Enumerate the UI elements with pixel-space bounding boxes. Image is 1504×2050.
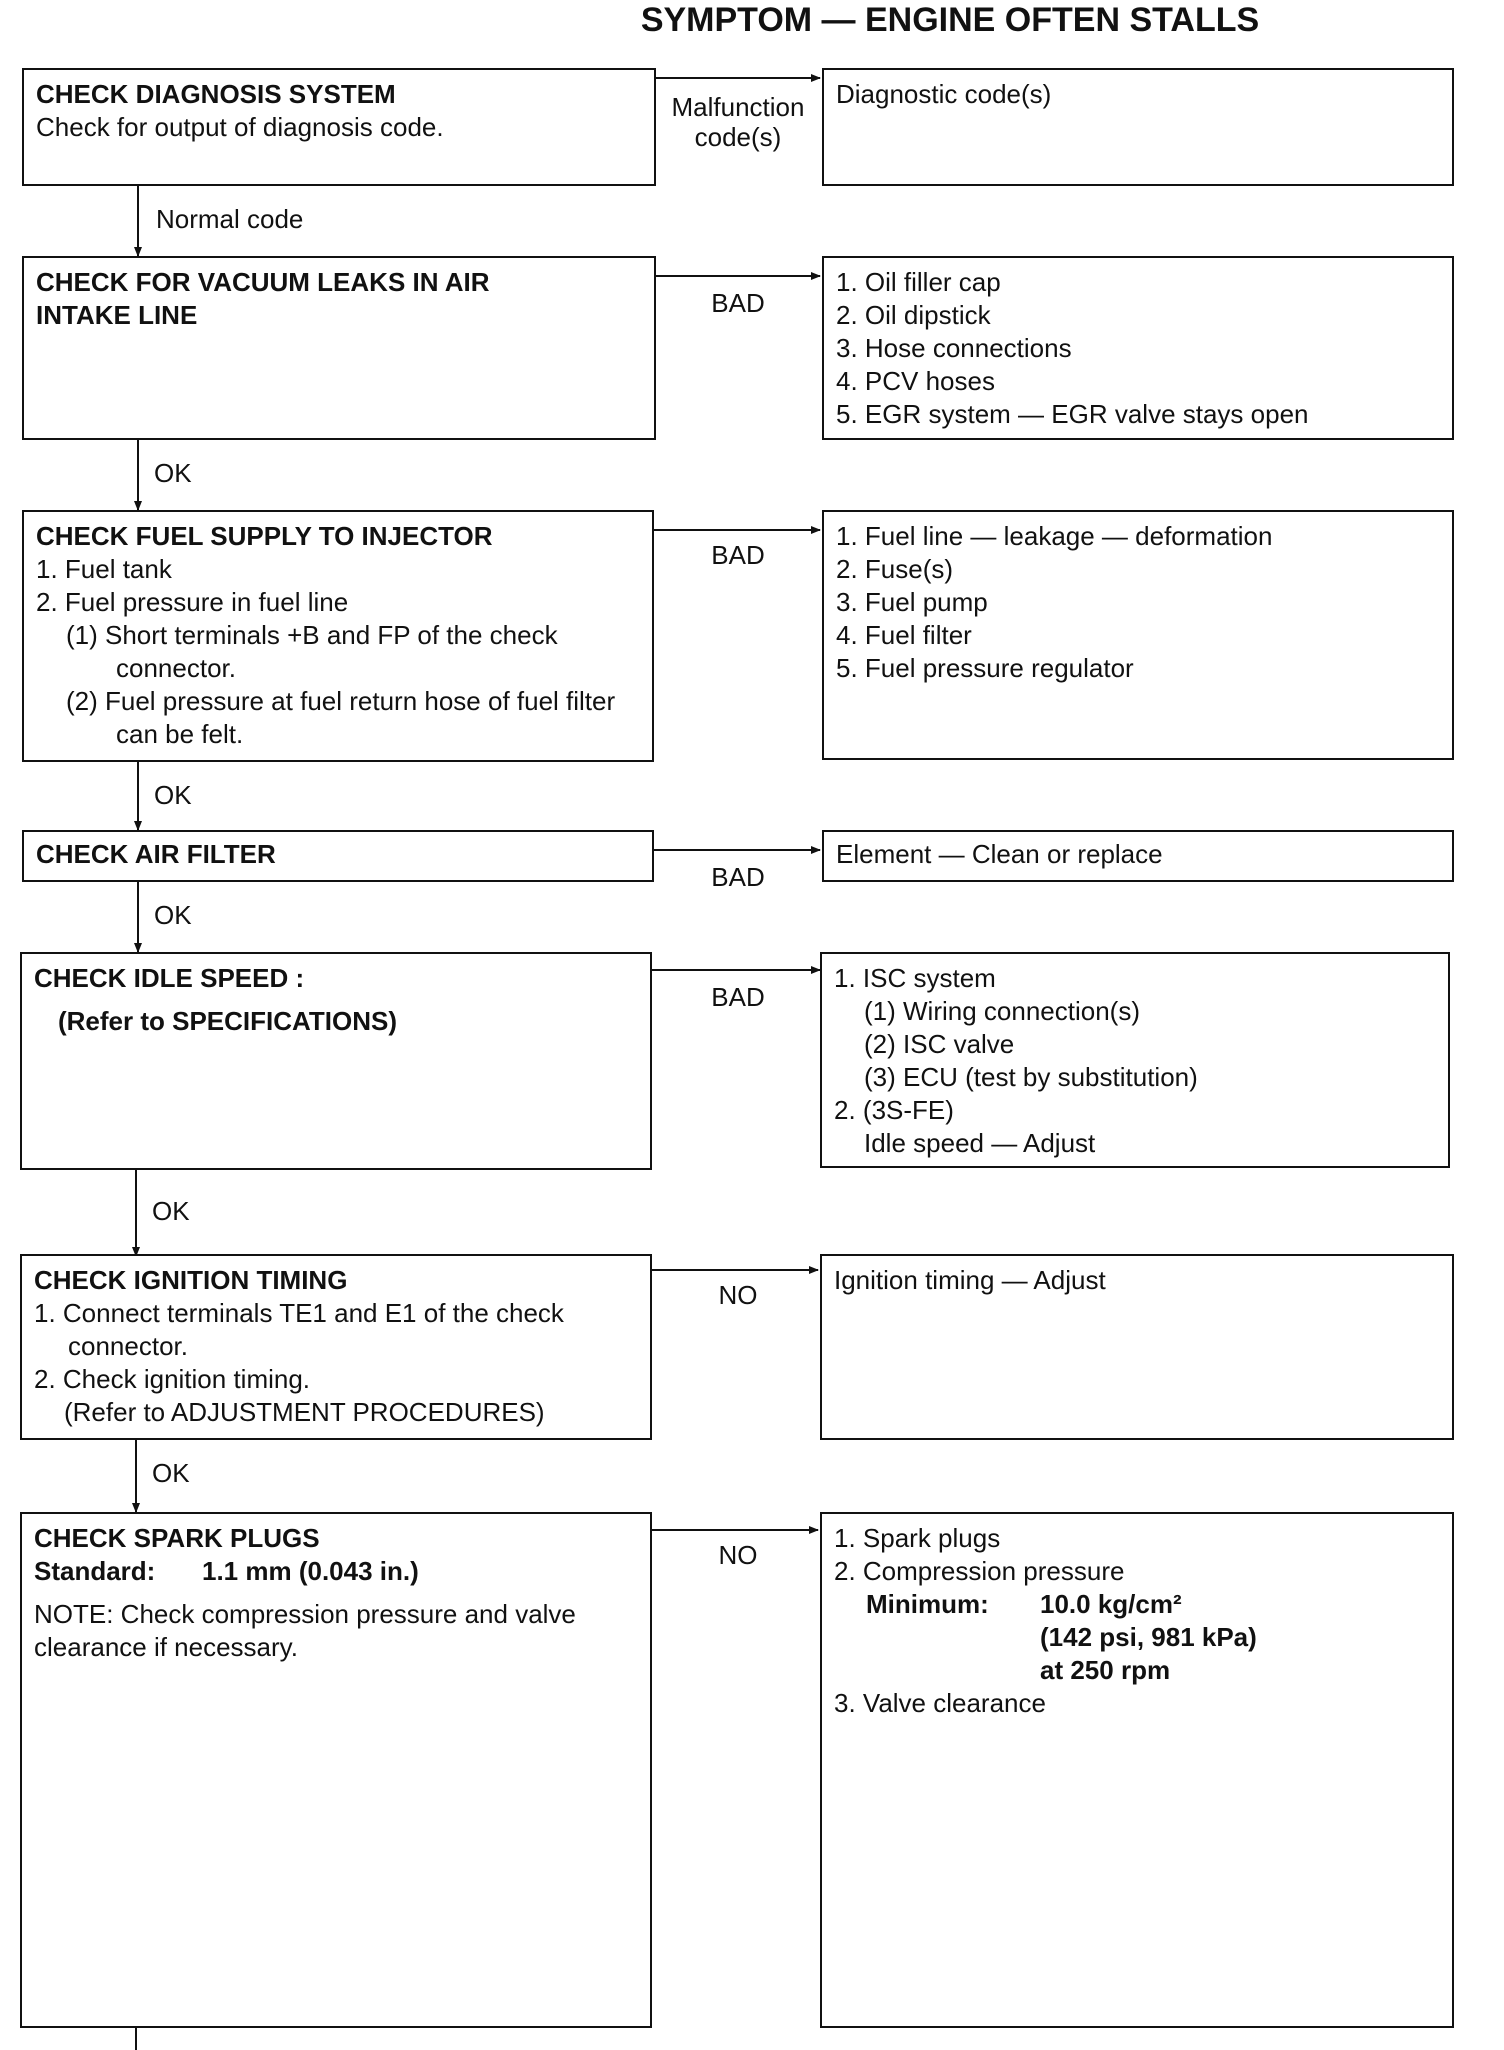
standard-key: Standard: (34, 1556, 156, 1586)
next-label: OK (152, 1458, 190, 1488)
step-line: 2. Check ignition timing. (34, 1364, 311, 1394)
step-check-spark-plugs (20, 1512, 652, 2028)
result-line: 1. Fuel line — leakage — deformation (836, 521, 1273, 551)
result-line: 5. Fuel pressure regulator (836, 653, 1134, 683)
next-label: Normal code (156, 204, 304, 234)
result-line: 2. Oil dipstick (836, 300, 991, 330)
result-line: 1. ISC system (834, 963, 996, 993)
page-title: SYMPTOM — ENGINE OFTEN STALLS (640, 1, 1260, 39)
step-check-ignition-timing (20, 1254, 652, 1440)
result-box (820, 1512, 1454, 2028)
branch-label: Malfunction code(s) (671, 92, 805, 152)
standard-value: 1.1 mm (0.043 in.) (202, 1556, 419, 1586)
step-check-air-filter (22, 830, 654, 882)
result-line: 3. Fuel pump (836, 587, 988, 617)
step-heading: CHECK AIR FILTER (36, 839, 276, 869)
next-label: OK (154, 900, 192, 930)
result-box (822, 68, 1454, 186)
step-line: 2. Fuel pressure in fuel line (36, 587, 349, 617)
result-line: (3) ECU (test by substitution) (864, 1062, 1198, 1092)
branch-label: BAD (711, 982, 765, 1012)
branch-label: BAD (711, 540, 765, 570)
standard-spec (34, 1555, 638, 1588)
result-line: 3. Hose connections (836, 333, 1072, 363)
next-label: OK (152, 1196, 190, 1226)
step-subline: (2) Fuel pressure at fuel return hose of fuel filter can be felt. (66, 686, 616, 749)
result-line: 5. EGR system — EGR valve stays open (836, 399, 1309, 429)
step-heading: CHECK FUEL SUPPLY TO INJECTOR (36, 521, 493, 551)
result-line: Element — Clean or replace (836, 839, 1163, 869)
branch-label: NO (718, 1280, 758, 1310)
result-line: Ignition timing — Adjust (834, 1265, 1106, 1295)
step-check-fuel-supply (22, 510, 654, 762)
result-line: (2) ISC valve (864, 1029, 1015, 1059)
step-note: NOTE: Check compression pressure and valve clearance if necessary. (34, 1599, 576, 1662)
result-line: 4. Fuel filter (836, 620, 972, 650)
branch-label: NO (718, 1540, 758, 1570)
step-check-idle-speed (20, 952, 652, 1170)
result-line: (1) Wiring connection(s) (864, 996, 1140, 1026)
step-check-vacuum-leaks (22, 256, 656, 440)
step-line: (Refer to SPECIFICATIONS) (58, 1006, 397, 1036)
next-label: OK (154, 780, 192, 810)
step-heading: CHECK IDLE SPEED : (34, 963, 305, 993)
result-line: 1. Spark plugs (834, 1523, 1001, 1553)
result-line: 3. Valve clearance (834, 1688, 1046, 1718)
result-box (822, 510, 1454, 760)
step-line: 1. Fuel tank (36, 554, 172, 584)
result-line: 4. PCV hoses (836, 366, 995, 396)
step-subline: (1) Short terminals +B and FP of the check connector. (66, 620, 558, 683)
branch-label: BAD (711, 862, 765, 892)
minimum-spec (834, 1588, 1440, 1621)
step-line: 1. Connect terminals TE1 and E1 of the check connector. (34, 1298, 564, 1361)
result-box (822, 830, 1454, 882)
step-line: (Refer to ADJUSTMENT PROCEDURES) (64, 1397, 545, 1427)
step-heading: INTAKE LINE (36, 300, 198, 330)
step-heading: CHECK IGNITION TIMING (34, 1265, 348, 1295)
result-box (822, 256, 1454, 440)
step-heading: CHECK FOR VACUUM LEAKS IN AIR (36, 267, 490, 297)
step-heading: CHECK SPARK PLUGS (34, 1523, 320, 1553)
minimum-value: (142 psi, 981 kPa) (1040, 1622, 1257, 1652)
result-line: 2. (3S-FE) (834, 1095, 954, 1125)
result-line: Diagnostic code(s) (836, 79, 1052, 109)
result-box (820, 952, 1450, 1168)
result-line: 2. Fuse(s) (836, 554, 954, 584)
step-check-diagnosis-system (22, 68, 656, 186)
step-heading: CHECK DIAGNOSIS SYSTEM (36, 79, 396, 109)
result-line: Idle speed — Adjust (864, 1128, 1096, 1158)
minimum-value: 10.0 kg/cm² (1040, 1589, 1182, 1619)
next-label: OK (154, 458, 192, 488)
step-line: Check for output of diagnosis code. (36, 112, 444, 142)
branch-label: BAD (711, 288, 765, 318)
minimum-key: Minimum: (866, 1589, 989, 1619)
minimum-value: at 250 rpm (1040, 1655, 1171, 1685)
result-line: 2. Compression pressure (834, 1556, 1125, 1586)
result-line: 1. Oil filler cap (836, 267, 1001, 297)
result-box (820, 1254, 1454, 1440)
